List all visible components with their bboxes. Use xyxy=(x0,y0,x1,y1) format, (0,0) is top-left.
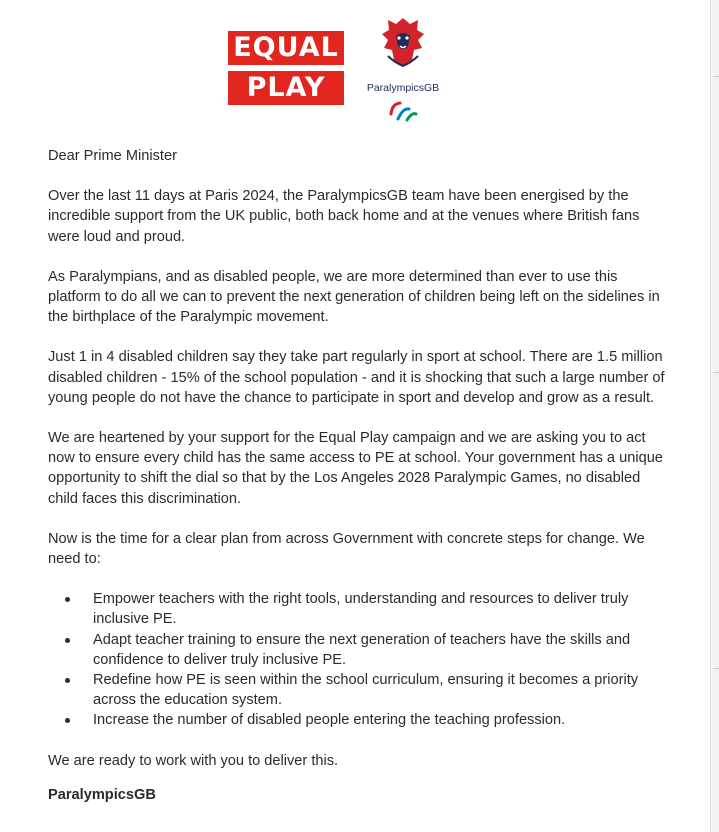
list-item xyxy=(48,630,668,670)
letter-paragraph: Over the last 11 days at Paris 2024, the ParalympicsGB team have been energised by the incredible support from the UK public, both back home and at the venues where British fans were loud and proud. xyxy=(48,188,640,245)
letter-closing: We are ready to work with you to deliver this. xyxy=(48,752,339,769)
paralympicsgb-logo-text: ParalympicsGB xyxy=(366,82,440,94)
letter-paragraph: We are heartened by your support for the Equal Play campaign and we are asking you to act now to ensure every child has the same access to PE at school. Your government has a unique opportunity to shift the dial so that by the Los Angeles 2028 Paralympic Games, no disabled child faces this discrimination. xyxy=(48,430,663,507)
list-item-text: Empower teachers with the right tools, understanding and resources to deliver truly inclusive PE. xyxy=(93,591,629,628)
list-item xyxy=(48,589,668,629)
lion-icon xyxy=(380,16,426,68)
agitos-icon xyxy=(388,100,418,122)
letter-greeting: Dear Prime Minister xyxy=(48,148,177,164)
letter-body xyxy=(48,146,668,805)
list-item-text: Adapt teacher training to ensure the next generation of teachers have the skills and confidence to deliver truly inclusive PE. xyxy=(93,631,631,668)
equal-play-logo-line1: EQUAL xyxy=(228,31,344,65)
action-list xyxy=(48,589,668,730)
bullet-icon xyxy=(65,718,70,723)
list-item-text: Increase the number of disabled people entering the teaching profession. xyxy=(93,712,566,729)
list-item xyxy=(48,670,668,710)
letter-signature: ParalympicsGB xyxy=(48,786,156,803)
equal-play-logo xyxy=(228,31,344,105)
letter-paragraph: Now is the time for a clear plan from across Government with concrete steps for change. We need to: xyxy=(48,530,645,568)
bullet-icon xyxy=(65,678,70,683)
list-item xyxy=(48,710,668,730)
equal-play-logo-line2: PLAY xyxy=(228,71,344,105)
bullet-icon xyxy=(65,597,70,602)
bullet-icon xyxy=(65,638,70,643)
paralympicsgb-logo xyxy=(360,16,446,124)
list-item-text: Redefine how PE is seen within the school curriculum, ensuring it becomes a priority across the education system. xyxy=(93,672,639,709)
letter-paragraph: As Paralympians, and as disabled people, we are more determined than ever to use this platform to do all we can to prevent the next generation of children being left on the sidelines in the birthplace of the Paralympic movement. xyxy=(48,268,660,326)
scrollbar-track[interactable] xyxy=(710,0,719,832)
letter-paragraph: Just 1 in 4 disabled children say they take part regularly in sport at school. There are 1.5 million disabled children - 15% of the school population - and it is shocking that such a large number of young people do not have the chance to participate in sport and develop and grow as a result. xyxy=(48,349,665,406)
